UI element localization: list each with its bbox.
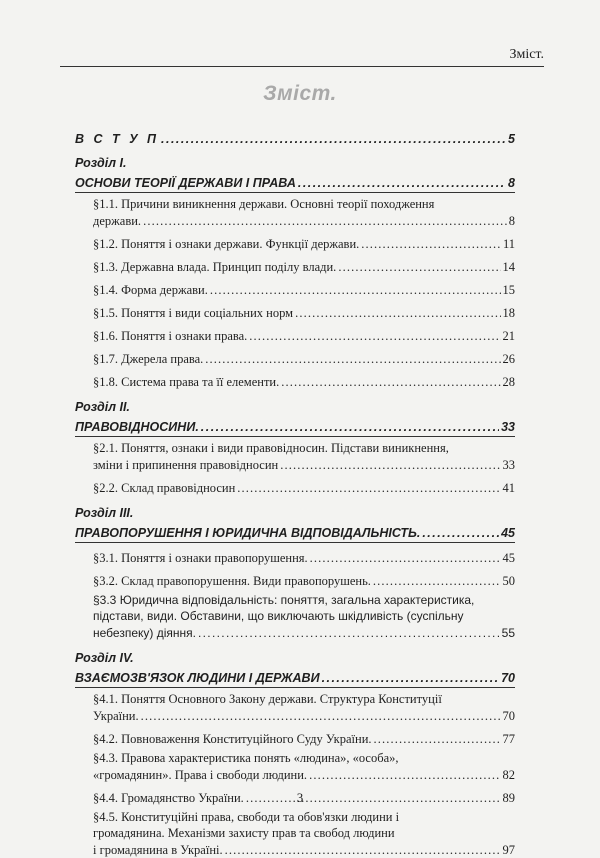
- toc-entry-text: §3.3 Юридична відповідальність: поняття, загальна характеристика,: [93, 593, 475, 607]
- section-page: 70: [501, 671, 515, 685]
- toc-entry-text: §4.5. Конституційні права, свободи та обов'язки людини і: [93, 810, 400, 824]
- toc-entry-last-line: [93, 841, 515, 858]
- dot-leader: [373, 573, 501, 589]
- dot-leader: [309, 767, 500, 783]
- header-rule: [60, 66, 544, 67]
- toc-entry-page: 11: [502, 237, 515, 251]
- toc-entry: [75, 232, 515, 252]
- toc-entry-last-line: [93, 255, 515, 275]
- dot-leader: [225, 842, 501, 858]
- section-label: Розділ ІІІ.: [75, 506, 134, 520]
- toc-entry: [75, 750, 515, 783]
- toc-entry-last-line: [93, 232, 515, 252]
- dot-leader: [322, 671, 500, 685]
- section-title-line: [75, 667, 515, 688]
- toc-entry: [75, 324, 515, 344]
- toc-entry-text: підстави, види. Обставини, що виключають шкідливість (суспільну: [93, 609, 464, 623]
- toc-entry-text: зміни і припинення правовідносин: [93, 458, 279, 472]
- section-page: 45: [501, 526, 515, 540]
- toc-entry-text: України.: [93, 709, 139, 723]
- toc-entry-text: §1.8. Система права та її елементи.: [93, 375, 280, 389]
- toc-entry-text: §3.1. Поняття і ознаки правопорушення.: [93, 551, 308, 565]
- dot-leader: [422, 526, 499, 540]
- toc-entry: [75, 301, 515, 321]
- dot-leader: [249, 328, 500, 344]
- dot-leader: [201, 420, 499, 434]
- toc-entry-page: 41: [502, 481, 515, 495]
- dot-leader: [210, 282, 501, 298]
- toc-entry-text: держави.: [93, 214, 142, 228]
- toc-entry: [75, 569, 515, 589]
- toc-entry-text: §4.1. Поняття Основного Закону держави. Структура Конституції: [93, 692, 442, 706]
- dot-leader: [374, 731, 501, 747]
- dot-leader: [361, 236, 501, 252]
- dot-leader: [281, 374, 500, 390]
- toc-entry-last-line: [93, 456, 515, 473]
- section-page: 8: [508, 176, 515, 190]
- toc-entry-text: §4.3. Правова характеристика понять «людина», «особа»,: [93, 751, 399, 765]
- toc-entry-last-line: [93, 212, 515, 229]
- dot-leader: [198, 625, 500, 641]
- dot-leader: [237, 480, 500, 496]
- toc-entry: [75, 476, 515, 496]
- toc-entry-last-line: [93, 324, 515, 344]
- toc-entry-last-line: [93, 766, 515, 783]
- section-page: 33: [501, 420, 515, 434]
- toc-entry-page: 70: [502, 709, 515, 723]
- toc-entry-text: §1.6. Поняття і ознаки права.: [93, 329, 248, 343]
- toc-entry-last-line: [93, 301, 515, 321]
- running-header: Зміст.: [509, 47, 544, 62]
- toc-entry: [75, 347, 515, 367]
- toc-entry-page: 15: [502, 283, 515, 297]
- toc-entry-text: §1.2. Поняття і ознаки держави. Функції держави.: [93, 237, 360, 251]
- section-title: ПРАВОПОРУШЕННЯ І ЮРИДИЧНА ВІДПОВІДАЛЬНІСТЬ.: [75, 526, 421, 540]
- section-title: ОСНОВИ ТЕОРІЇ ДЕРЖАВИ І ПРАВА: [75, 176, 296, 190]
- toc-entry: [75, 440, 515, 473]
- toc-entry-text: небезпеку) діяння.: [93, 626, 196, 640]
- toc-entry-last-line: [93, 370, 515, 390]
- toc-entry-text: §1.7. Джерела права.: [93, 352, 204, 366]
- toc-entry-last-line: [93, 569, 515, 589]
- toc-intro-page: 5: [508, 132, 515, 146]
- toc-entry-last-line: [93, 476, 515, 496]
- toc-entry-page: 97: [502, 843, 515, 857]
- dot-leader: [298, 176, 506, 190]
- toc-entry: [75, 370, 515, 390]
- toc-entry-page: 21: [502, 329, 515, 343]
- toc-entry-text: §1.4. Форма держави.: [93, 283, 208, 297]
- toc-entry-page: 82: [502, 768, 515, 782]
- section-title: ВЗАЄМОЗВ'ЯЗОК ЛЮДИНИ І ДЕРЖАВИ: [75, 671, 320, 685]
- toc-entry-text: §1.1. Причини виникнення держави. Основні теорії походження: [93, 197, 435, 211]
- toc-entry-text: §1.5. Поняття і види соціальних норм: [93, 306, 294, 320]
- section-title-line: [75, 522, 515, 543]
- toc-entry-text: §4.2. Повноваження Конституційного Суду України.: [93, 732, 372, 746]
- toc-entry: [75, 196, 515, 229]
- toc-entry-text: і громадянина в Україні.: [93, 843, 223, 857]
- toc-entry: [75, 592, 515, 641]
- dot-leader: [161, 132, 506, 146]
- toc-intro-label: В С Т У П: [75, 132, 160, 146]
- section-title-line: [75, 416, 515, 437]
- section-title: ПРАВОВІДНОСИНИ.: [75, 420, 199, 434]
- toc-entry-text: §2.1. Поняття, ознаки і види правовідносин. Підстави виникнення,: [93, 441, 449, 455]
- toc-entry: [75, 255, 515, 275]
- toc-entry-text: §4.4. Громадянство України.: [93, 791, 244, 805]
- dot-leader: [205, 351, 500, 367]
- toc-entry-page: 26: [502, 352, 515, 366]
- toc-entry: [75, 809, 515, 858]
- section-label: Розділ І.: [75, 156, 127, 170]
- toc-entry-page: 50: [502, 574, 515, 588]
- toc-entry: [75, 727, 515, 747]
- toc-entry-page: 89: [502, 791, 515, 805]
- toc-entry-last-line: [93, 707, 515, 724]
- toc-entry-page: 8: [508, 214, 515, 228]
- toc-entry: [75, 278, 515, 298]
- toc-entry-page: 14: [502, 260, 515, 274]
- toc-entry-last-line: [93, 546, 515, 566]
- toc-entry-text: громадянина. Механізми захисту прав та свобод людини: [93, 826, 395, 840]
- dot-leader: [280, 457, 500, 473]
- toc-entry-text: §2.2. Склад правовідносин: [93, 481, 236, 495]
- dot-leader: [295, 305, 500, 321]
- toc-title: Зміст.: [263, 82, 337, 105]
- section-label: Розділ IV.: [75, 651, 134, 665]
- dot-leader: [310, 550, 501, 566]
- toc-entry-last-line: [93, 278, 515, 298]
- toc-entry-page: 28: [502, 375, 515, 389]
- toc-entry-page: 45: [502, 551, 515, 565]
- toc-intro: [75, 124, 515, 146]
- dot-leader: [143, 213, 507, 229]
- toc-entry-text: §1.3. Державна влада. Принцип поділу влади.: [93, 260, 337, 274]
- toc-entry-page: 55: [501, 626, 515, 640]
- toc-entry-last-line: [93, 347, 515, 367]
- dot-leader: [141, 708, 501, 724]
- section-title-line: [75, 172, 515, 193]
- toc-entry-text: §3.2. Склад правопорушення. Види правопорушень.: [93, 574, 371, 588]
- section-label: Розділ ІІ.: [75, 400, 130, 414]
- toc-entry-last-line: [93, 624, 515, 641]
- toc-entry-page: 77: [502, 732, 515, 746]
- toc-entry-page: 18: [502, 306, 515, 320]
- toc-entry: [75, 546, 515, 566]
- toc-entry-text: «громадянин». Права і свободи людини.: [93, 768, 308, 782]
- toc-entry-page: 33: [502, 458, 515, 472]
- table-of-contents: [75, 120, 515, 858]
- page-number: 3: [296, 790, 304, 805]
- dot-leader: [338, 259, 500, 275]
- toc-entry: [75, 691, 515, 724]
- toc-entry-last-line: [93, 727, 515, 747]
